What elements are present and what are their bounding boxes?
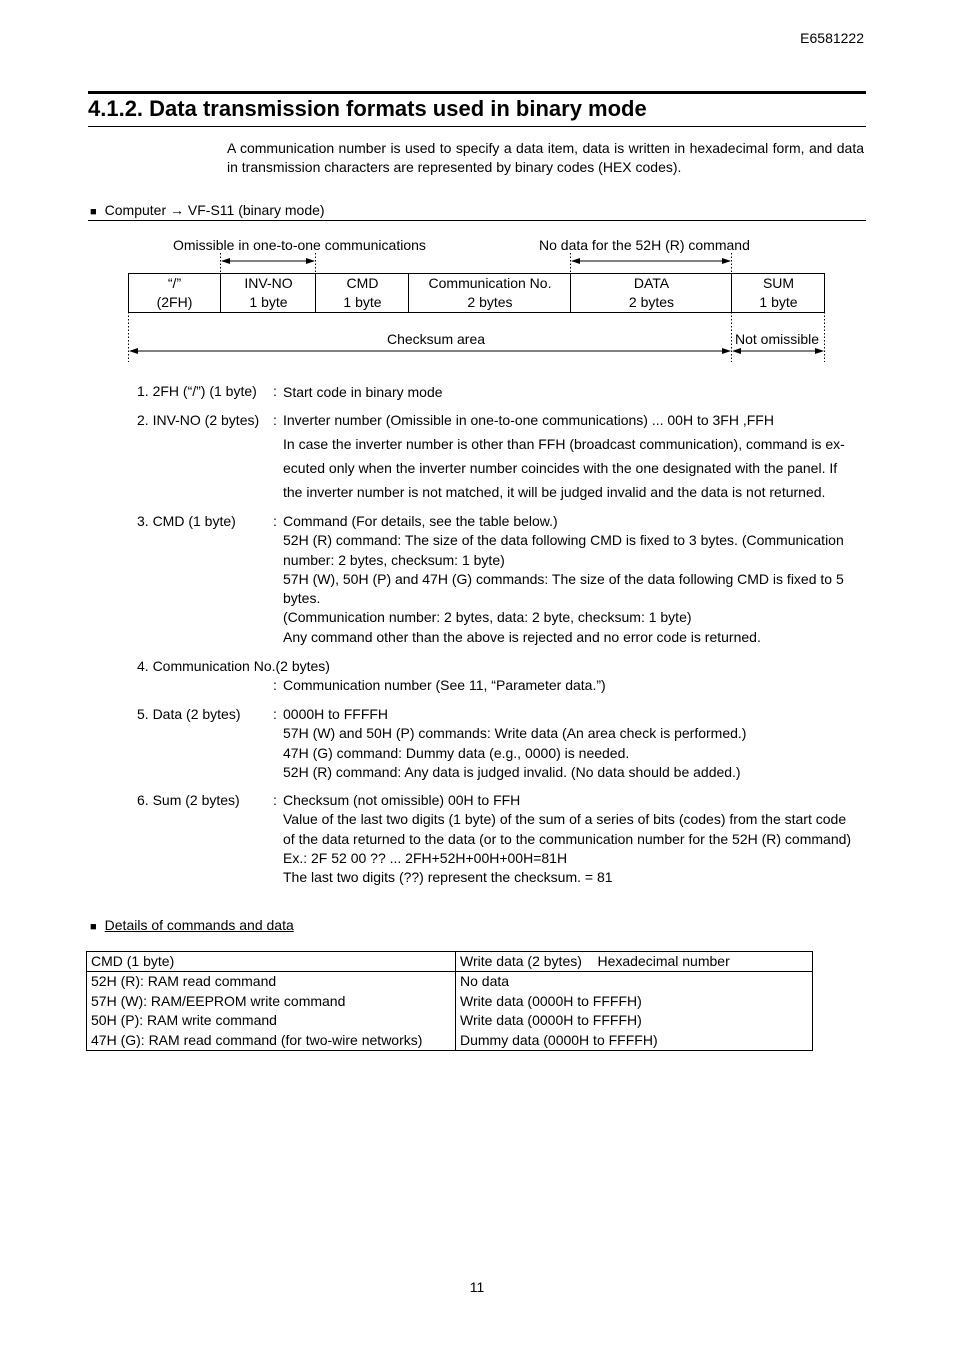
- diagram-lines: [0, 0, 954, 380]
- field-communication-no: [409, 273, 571, 312]
- item-1-label: 1. 2FH (“/”) (1 byte): [137, 383, 257, 399]
- section-heading-commands: [90, 917, 294, 933]
- label-checksum-area: Checksum area: [387, 331, 486, 347]
- table-cell: 50H (P): RAM write command: [87, 1011, 456, 1030]
- item-line: Any command other than the above is rejected and no error code is returned.: [283, 628, 761, 645]
- intro-paragraph: A communication number is used to specify a data item, data is written in hexadecimal form, and data in transmission characters are represented by binary codes (HEX codes).: [227, 140, 864, 175]
- field-name: INV-NO: [244, 275, 293, 291]
- field-cmd: [316, 273, 409, 312]
- field-size: 1 byte: [343, 294, 382, 310]
- section-title: 4.1.2. Data transmission formats used in binary mode: [88, 96, 647, 121]
- item-line: Communication number (See 11, “Parameter data.”): [283, 677, 606, 693]
- item-line: 57H (W) and 50H (P) commands: Write data (An area check is performed.): [283, 725, 747, 742]
- item-line: (Communication number: 2 bytes, data: 2 byte, checksum: 1 byte): [283, 609, 692, 626]
- field-name: SUM: [762, 275, 795, 291]
- table-header-cell: CMD (1 byte): [87, 952, 456, 972]
- field-size: (2FH): [156, 294, 193, 310]
- item-line: 57H (W), 50H (P) and 47H (G) commands: The size of the data following CMD is fixed to 5: [283, 570, 844, 587]
- label-not-omissible: Not omissible: [735, 331, 820, 347]
- field-name: Communication No.: [428, 275, 552, 291]
- table-row: [87, 1031, 813, 1051]
- item-line: 47H (G) command: Dummy data (e.g., 0000) is needed.: [283, 744, 630, 761]
- frame-format-diagram: [0, 0, 954, 380]
- item-line: Start code in binary mode: [283, 384, 443, 400]
- field-sum: [732, 273, 825, 312]
- section-heading-text: Details of commands and data: [104, 917, 294, 933]
- table-row: [87, 972, 813, 992]
- item-3-label: 3. CMD (1 byte): [137, 513, 236, 529]
- item-line: The last two digits (??) represent the checksum. = 81: [283, 869, 613, 886]
- table-header-row: [87, 952, 813, 972]
- item-2-colon: :: [273, 412, 277, 428]
- item-2-label: 2. INV-NO (2 bytes): [137, 412, 260, 428]
- field-inv-no: [221, 273, 316, 312]
- table-cell: Write data (0000H to FFFFH): [456, 1011, 813, 1030]
- table-header-cell: Write data (2 bytes) Hexadecimal number: [456, 952, 813, 972]
- table-cell: 52H (R): RAM read command: [87, 972, 456, 992]
- item-2-body: [283, 408, 865, 504]
- field-name: CMD: [346, 275, 379, 291]
- field-name: “/”: [167, 275, 182, 291]
- item-3-colon: :: [273, 513, 277, 529]
- item-3-body: [283, 512, 865, 647]
- field-start-code: [128, 273, 221, 312]
- commands-table: [86, 951, 813, 1051]
- item-line: In case the inverter number is other than FFH (broadcast communication), command is ex-: [283, 436, 845, 452]
- field-size: 1 byte: [759, 294, 798, 310]
- table-row: [87, 1011, 813, 1030]
- item-4-body: [283, 676, 865, 695]
- item-5-body: [283, 705, 865, 782]
- item-6-label: 6. Sum (2 bytes): [137, 792, 240, 808]
- item-1-body: [283, 383, 865, 402]
- item-line: of the data returned to the data (or to the communication number for the 52H (R) command): [283, 830, 852, 847]
- table-cell: Dummy data (0000H to FFFFH): [456, 1031, 813, 1051]
- field-size: 1 byte: [249, 294, 288, 310]
- item-line: Inverter number (Omissible in one-to-one communications) ... 00H to 3FH ,FFH: [283, 412, 774, 428]
- field-size: 2 bytes: [467, 294, 513, 310]
- table-cell: 57H (W): RAM/EEPROM write command: [87, 992, 456, 1011]
- label-no-data: No data for the 52H (R) command: [539, 237, 750, 253]
- item-line: bytes.: [283, 590, 321, 607]
- item-line: ecuted only when the inverter number coincides with the one designated with the panel. If: [283, 460, 838, 476]
- item-line: Value of the last two digits (1 byte) of the sum of a series of bits (codes) from the start code: [283, 811, 847, 828]
- item-line: Ex.: 2F 52 00 ?? ... 2FH+52H+00H+00H=81H: [283, 849, 568, 866]
- item-line: the inverter number is not matched, it will be judged invalid and the data is not returned.: [283, 484, 826, 500]
- document-id: E6581222: [800, 30, 864, 46]
- table-row: [87, 992, 813, 1011]
- item-line: Checksum (not omissible) 00H to FFH: [283, 792, 521, 808]
- item-6-colon: :: [273, 792, 277, 808]
- item-line: number: 2 bytes, checksum: 1 byte): [283, 551, 505, 568]
- field-data: [571, 273, 732, 312]
- field-size: 2 bytes: [628, 294, 675, 310]
- item-line: 52H (R) command: The size of the data following CMD is fixed to 3 bytes. (Communication: [283, 532, 844, 549]
- item-4-colon: :: [273, 677, 277, 693]
- bullet-square-icon: ■: [90, 206, 97, 218]
- item-line: Command (For details, see the table below.): [283, 513, 558, 529]
- section-heading-text: Computer → VF-S11 (binary mode): [104, 202, 325, 218]
- field-name: DATA: [633, 275, 670, 291]
- table-cell: 47H (G): RAM read command (for two-wire networks): [87, 1031, 456, 1051]
- item-6-body: [283, 791, 865, 887]
- table-cell: No data: [456, 972, 813, 992]
- item-line: 0000H to FFFFH: [283, 706, 389, 722]
- item-4-label: 4. Communication No.(2 bytes): [137, 658, 330, 674]
- item-line: 52H (R) command: Any data is judged invalid. (No data should be added.): [283, 763, 741, 780]
- item-5-colon: :: [273, 706, 277, 722]
- page-number: 11: [469, 1279, 485, 1295]
- bullet-square-icon: ■: [90, 921, 97, 933]
- item-1-colon: :: [273, 383, 277, 399]
- item-5-label: 5. Data (2 bytes): [137, 706, 241, 722]
- label-omissible: Omissible in one-to-one communications: [173, 237, 426, 253]
- table-cell: Write data (0000H to FFFFH): [456, 992, 813, 1011]
